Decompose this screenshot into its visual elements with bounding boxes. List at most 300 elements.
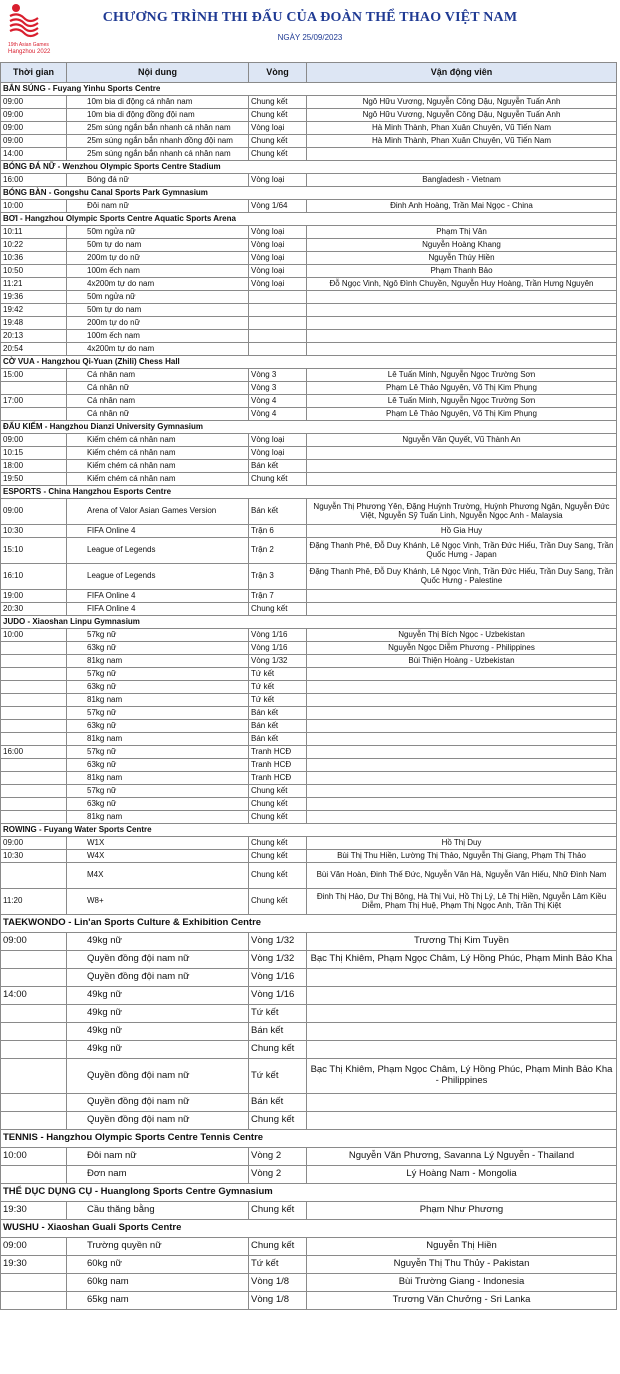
col-header-athletes: Vận động viên [307, 63, 617, 83]
athletes-cell [307, 1005, 617, 1023]
time-cell [1, 798, 67, 811]
round-cell: Vòng 1/32 [249, 933, 307, 951]
table-row [1, 265, 617, 278]
athletes-cell: Nguyễn Thúy Hiền [307, 252, 617, 265]
table-row [1, 122, 617, 135]
table-row [1, 525, 617, 538]
event-cell: 57kg nữ [67, 668, 249, 681]
time-cell: 19:30 [1, 1202, 67, 1220]
event-cell: Quyền đồng đội nam nữ [67, 1059, 249, 1094]
athletes-cell: Nguyễn Thị Hiền [307, 1238, 617, 1256]
round-cell: Bán kết [249, 1023, 307, 1041]
athletes-cell: Hồ Thị Duy [307, 837, 617, 850]
table-row [1, 772, 617, 785]
time-cell [1, 1112, 67, 1130]
table-row [1, 226, 617, 239]
table-row [1, 278, 617, 291]
section-header-row [1, 1220, 617, 1238]
table-row [1, 135, 617, 148]
table-row [1, 720, 617, 733]
table-row [1, 629, 617, 642]
athletes-cell [307, 317, 617, 330]
table-row [1, 811, 617, 824]
event-cell: Cá nhân nữ [67, 382, 249, 395]
event-cell: W4X [67, 850, 249, 863]
section-header-row [1, 915, 617, 933]
round-cell: Vòng loại [249, 434, 307, 447]
athletes-cell: Ngô Hữu Vương, Nguyễn Công Dậu, Nguyễn Tuấn Anh [307, 96, 617, 109]
table-row [1, 460, 617, 473]
event-cell: League of Legends [67, 564, 249, 590]
athletes-cell [307, 343, 617, 356]
time-cell [1, 655, 67, 668]
time-cell: 19:48 [1, 317, 67, 330]
athletes-cell [307, 969, 617, 987]
section-header-row [1, 187, 617, 200]
round-cell: Tứ kết [249, 668, 307, 681]
section-title: BƠI - Hangzhou Olympic Sports Centre Aquatic Sports Arena [1, 213, 617, 226]
time-cell: 18:00 [1, 460, 67, 473]
event-cell: 57kg nữ [67, 707, 249, 720]
time-cell: 10:36 [1, 252, 67, 265]
table-row [1, 987, 617, 1005]
time-cell [1, 382, 67, 395]
time-cell [1, 969, 67, 987]
section-title: ESPORTS - China Hangzhou Esports Centre [1, 486, 617, 499]
athletes-cell: Bạc Thị Khiêm, Phạm Ngọc Châm, Lý Hồng Phúc, Phạm Minh Bảo Kha [307, 951, 617, 969]
section-header-row [1, 161, 617, 174]
time-cell: 11:20 [1, 889, 67, 915]
time-cell [1, 1059, 67, 1094]
round-cell: Vòng loại [249, 239, 307, 252]
round-cell [249, 343, 307, 356]
event-cell: 49kg nữ [67, 1005, 249, 1023]
time-cell [1, 668, 67, 681]
athletes-cell: Lê Tuấn Minh, Nguyễn Ngọc Trường Sơn [307, 369, 617, 382]
table-row [1, 330, 617, 343]
athletes-cell [307, 1112, 617, 1130]
time-cell: 19:50 [1, 473, 67, 486]
time-cell [1, 1005, 67, 1023]
table-row [1, 694, 617, 707]
round-cell: Tranh HCĐ [249, 772, 307, 785]
round-cell: Tứ kết [249, 1005, 307, 1023]
round-cell: Tứ kết [249, 681, 307, 694]
round-cell [249, 330, 307, 343]
event-cell: Quyền đồng đội nam nữ [67, 1112, 249, 1130]
round-cell: Chung kết [249, 889, 307, 915]
event-cell: 63kg nữ [67, 681, 249, 694]
time-cell: 16:00 [1, 746, 67, 759]
round-cell: Vòng loại [249, 278, 307, 291]
round-cell: Chung kết [249, 96, 307, 109]
athletes-cell: Nguyễn Thị Phương Yên, Đặng Huỳnh Trường, Huỳnh Phương Ngân, Nguyễn Đức Việt, Nguyễn Sỹ Tuấn Linh, Nguyễn Ngọc Anh - Malaysia [307, 499, 617, 525]
svg-text:Hangzhou 2022: Hangzhou 2022 [8, 49, 51, 55]
time-cell: 19:30 [1, 1256, 67, 1274]
time-cell: 09:00 [1, 1238, 67, 1256]
event-cell: 81kg nam [67, 811, 249, 824]
athletes-cell: Bùi Văn Hoàn, Đinh Thế Đức, Nguyễn Văn Hà, Nguyễn Văn Hiếu, Nhữ Đình Nam [307, 863, 617, 889]
round-cell: Vòng 1/32 [249, 951, 307, 969]
athletes-cell: Bùi Thiện Hoàng - Uzbekistan [307, 655, 617, 668]
time-cell: 09:00 [1, 837, 67, 850]
round-cell: Bán kết [249, 707, 307, 720]
table-row [1, 668, 617, 681]
section-header-row [1, 824, 617, 837]
round-cell: Chung kết [249, 109, 307, 122]
table-row [1, 317, 617, 330]
round-cell: Vòng 1/64 [249, 200, 307, 213]
section-header-row [1, 356, 617, 369]
athletes-cell [307, 603, 617, 616]
table-row [1, 785, 617, 798]
athletes-cell: Phạm Thị Vân [307, 226, 617, 239]
section-header-row [1, 83, 617, 96]
time-cell: 09:00 [1, 96, 67, 109]
event-cell: 50m ngửa nữ [67, 291, 249, 304]
table-row [1, 538, 617, 564]
table-row [1, 1041, 617, 1059]
time-cell: 19:00 [1, 590, 67, 603]
table-row [1, 564, 617, 590]
time-cell [1, 951, 67, 969]
table-row [1, 603, 617, 616]
athletes-cell: Đinh Thị Hảo, Dư Thị Bông, Hà Thị Vui, Hồ Thị Lý, Lê Thị Hiền, Nguyễn Lâm Kiều Diễm, Phạm Thị Huệ, Phạm Thị Ngọc Anh, Trần Thị Kiệt [307, 889, 617, 915]
round-cell: Tứ kết [249, 1059, 307, 1094]
time-cell [1, 707, 67, 720]
table-row [1, 1148, 617, 1166]
round-cell: Chung kết [249, 135, 307, 148]
round-cell: Vòng loại [249, 122, 307, 135]
table-row [1, 759, 617, 772]
time-cell: 10:00 [1, 1148, 67, 1166]
round-cell: Chung kết [249, 837, 307, 850]
athletes-cell: Hà Minh Thành, Phan Xuân Chuyên, Vũ Tiến Nam [307, 122, 617, 135]
event-cell: 65kg nam [67, 1292, 249, 1310]
svg-text:19th Asian Games: 19th Asian Games [8, 42, 49, 48]
event-cell: 100m ếch nam [67, 330, 249, 343]
event-cell: 25m súng ngắn bắn nhanh đồng đội nam [67, 135, 249, 148]
time-cell: 16:00 [1, 174, 67, 187]
table-row [1, 863, 617, 889]
time-cell [1, 694, 67, 707]
round-cell: Vòng 1/16 [249, 987, 307, 1005]
event-cell: 10m bia di động cá nhân nam [67, 96, 249, 109]
table-row [1, 1166, 617, 1184]
round-cell: Chung kết [249, 603, 307, 616]
section-header-row [1, 213, 617, 226]
time-cell [1, 1094, 67, 1112]
table-row [1, 707, 617, 720]
time-cell [1, 811, 67, 824]
event-cell: 63kg nữ [67, 759, 249, 772]
time-cell: 09:00 [1, 109, 67, 122]
table-row [1, 837, 617, 850]
athletes-cell: Đặng Thanh Phê, Đỗ Duy Khánh, Lê Ngọc Vinh, Trần Đức Hiếu, Trần Duy Sang, Trần Quốc Hưng - Palestine [307, 564, 617, 590]
table-row [1, 304, 617, 317]
table-row [1, 746, 617, 759]
table-row [1, 200, 617, 213]
time-cell [1, 772, 67, 785]
time-cell: 09:00 [1, 499, 67, 525]
round-cell: Tranh HCĐ [249, 746, 307, 759]
section-title: BẮN SÚNG - Fuyang Yinhu Sports Centre [1, 83, 617, 96]
athletes-cell [307, 1094, 617, 1112]
round-cell: Chung kết [249, 1202, 307, 1220]
event-cell: 81kg nam [67, 655, 249, 668]
event-cell: Trường quyền nữ [67, 1238, 249, 1256]
athletes-cell: Lý Hoàng Nam - Mongolia [307, 1166, 617, 1184]
table-row [1, 382, 617, 395]
event-cell: 50m tự do nam [67, 304, 249, 317]
event-cell: 57kg nữ [67, 785, 249, 798]
round-cell: Bán kết [249, 460, 307, 473]
time-cell [1, 681, 67, 694]
time-cell [1, 759, 67, 772]
athletes-cell [307, 785, 617, 798]
athletes-cell: Bạc Thị Khiêm, Phạm Ngọc Châm, Lý Hồng Phúc, Phạm Minh Bảo Kha - Philippines [307, 1059, 617, 1094]
time-cell: 10:30 [1, 525, 67, 538]
event-cell: 49kg nữ [67, 933, 249, 951]
event-cell: 50m tự do nam [67, 239, 249, 252]
time-cell: 10:50 [1, 265, 67, 278]
athletes-cell [307, 291, 617, 304]
table-row [1, 499, 617, 525]
round-cell: Chung kết [249, 473, 307, 486]
table-row [1, 369, 617, 382]
round-cell: Vòng loại [249, 174, 307, 187]
round-cell: Tứ kết [249, 1256, 307, 1274]
athletes-cell: Ngô Hữu Vương, Nguyễn Công Dậu, Nguyễn Tuấn Anh [307, 109, 617, 122]
round-cell: Trận 3 [249, 564, 307, 590]
athletes-cell: Phạm Thanh Bảo [307, 265, 617, 278]
athletes-cell: Phạm Như Phương [307, 1202, 617, 1220]
table-row [1, 1274, 617, 1292]
round-cell: Chung kết [249, 1112, 307, 1130]
round-cell: Chung kết [249, 850, 307, 863]
col-header-round: Vòng [249, 63, 307, 83]
round-cell: Bán kết [249, 720, 307, 733]
event-cell: Quyền đồng đội nam nữ [67, 1094, 249, 1112]
time-cell: 19:42 [1, 304, 67, 317]
section-header-row [1, 616, 617, 629]
time-cell: 15:00 [1, 369, 67, 382]
round-cell: Tứ kết [249, 694, 307, 707]
event-cell: W8+ [67, 889, 249, 915]
section-title: BÓNG ĐÁ NỮ - Wenzhou Olympic Sports Centre Stadium [1, 161, 617, 174]
athletes-cell [307, 148, 617, 161]
event-cell: Kiếm chém cá nhân nam [67, 447, 249, 460]
event-cell: Kiếm chém cá nhân nam [67, 460, 249, 473]
event-cell: 57kg nữ [67, 629, 249, 642]
table-row [1, 447, 617, 460]
round-cell: Vòng 1/16 [249, 969, 307, 987]
athletes-cell [307, 694, 617, 707]
section-title: WUSHU - Xiaoshan Guali Sports Centre [1, 1220, 617, 1238]
athletes-cell [307, 733, 617, 746]
event-cell: 4x200m tự do nam [67, 278, 249, 291]
event-cell: Kiếm chém cá nhân nam [67, 434, 249, 447]
time-cell [1, 733, 67, 746]
event-cell: 25m súng ngắn bắn nhanh cá nhân nam [67, 148, 249, 161]
athletes-cell: Đinh Anh Hoàng, Trần Mai Ngọc - China [307, 200, 617, 213]
time-cell: 19:36 [1, 291, 67, 304]
event-cell: 49kg nữ [67, 1041, 249, 1059]
time-cell: 10:00 [1, 629, 67, 642]
event-cell: 57kg nữ [67, 746, 249, 759]
round-cell: Trận 2 [249, 538, 307, 564]
event-cell: Cầu thăng bằng [67, 1202, 249, 1220]
event-cell: 63kg nữ [67, 798, 249, 811]
time-cell: 11:21 [1, 278, 67, 291]
event-cell: 4x200m tự do nam [67, 343, 249, 356]
round-cell: Vòng 4 [249, 395, 307, 408]
time-cell [1, 408, 67, 421]
table-row [1, 1005, 617, 1023]
round-cell: Vòng loại [249, 265, 307, 278]
round-cell: Vòng 1/32 [249, 655, 307, 668]
event-cell: Cá nhân nam [67, 369, 249, 382]
table-row [1, 434, 617, 447]
time-cell: 20:13 [1, 330, 67, 343]
time-cell [1, 1292, 67, 1310]
table-row [1, 1256, 617, 1274]
table-row [1, 1202, 617, 1220]
athletes-cell [307, 473, 617, 486]
round-cell: Vòng 1/8 [249, 1274, 307, 1292]
event-cell: 49kg nữ [67, 987, 249, 1005]
athletes-cell: Nguyễn Thị Bích Ngọc - Uzbekistan [307, 629, 617, 642]
athletes-cell [307, 1023, 617, 1041]
round-cell [249, 291, 307, 304]
event-cell: Đôi nam nữ [67, 1148, 249, 1166]
event-cell: Arena of Valor Asian Games Version [67, 499, 249, 525]
event-cell: FIFA Online 4 [67, 525, 249, 538]
event-cell: FIFA Online 4 [67, 603, 249, 616]
round-cell: Trận 7 [249, 590, 307, 603]
round-cell: Vòng 2 [249, 1148, 307, 1166]
table-row [1, 148, 617, 161]
table-row [1, 681, 617, 694]
event-cell: Cá nhân nam [67, 395, 249, 408]
table-row [1, 1292, 617, 1310]
time-cell: 09:00 [1, 135, 67, 148]
section-header-row [1, 1184, 617, 1202]
table-row [1, 473, 617, 486]
round-cell: Vòng 4 [249, 408, 307, 421]
time-cell [1, 1166, 67, 1184]
event-cell: 50m ngửa nữ [67, 226, 249, 239]
event-cell: Quyền đồng đội nam nữ [67, 969, 249, 987]
table-row [1, 239, 617, 252]
schedule-table [0, 62, 617, 1310]
round-cell [249, 317, 307, 330]
athletes-cell [307, 681, 617, 694]
event-cell: Đơn nam [67, 1166, 249, 1184]
time-cell: 20:30 [1, 603, 67, 616]
time-cell: 16:10 [1, 564, 67, 590]
athletes-cell: Nguyễn Hoàng Khang [307, 239, 617, 252]
section-title: TAEKWONDO - Lin'an Sports Culture & Exhibition Centre [1, 915, 617, 933]
event-cell: Quyền đồng đội nam nữ [67, 951, 249, 969]
event-cell: 63kg nữ [67, 642, 249, 655]
section-header-row [1, 486, 617, 499]
athletes-cell: Hồ Gia Huy [307, 525, 617, 538]
page-date: NGÀY 25/09/2023 [277, 33, 343, 42]
table-row [1, 1112, 617, 1130]
col-header-time: Thời gian [1, 63, 67, 83]
athletes-cell [307, 798, 617, 811]
athletes-cell: Nguyễn Văn Phương, Savanna Lý Nguyễn - Thailand [307, 1148, 617, 1166]
table-row [1, 798, 617, 811]
section-title: ĐẤU KIẾM - Hangzhou Dianzi University Gymnasium [1, 421, 617, 434]
time-cell [1, 720, 67, 733]
athletes-cell: Bangladesh - Vietnam [307, 174, 617, 187]
athletes-cell: Nguyễn Ngọc Diễm Phương - Philippines [307, 642, 617, 655]
table-row [1, 408, 617, 421]
athletes-cell: Trương Thị Kim Tuyền [307, 933, 617, 951]
table-row [1, 969, 617, 987]
section-header-row [1, 1130, 617, 1148]
round-cell: Trận 6 [249, 525, 307, 538]
event-cell: Kiếm chém cá nhân nam [67, 473, 249, 486]
round-cell: Chung kết [249, 811, 307, 824]
athletes-cell [307, 707, 617, 720]
athletes-cell [307, 811, 617, 824]
event-cell: 60kg nữ [67, 1256, 249, 1274]
event-cell: 200m tự do nữ [67, 317, 249, 330]
table-row [1, 96, 617, 109]
table-row [1, 1094, 617, 1112]
table-row [1, 655, 617, 668]
athletes-cell [307, 668, 617, 681]
event-cell: 81kg nam [67, 694, 249, 707]
table-row [1, 933, 617, 951]
event-cell: 49kg nữ [67, 1023, 249, 1041]
time-cell: 15:10 [1, 538, 67, 564]
section-title: THỂ DỤC DỤNG CỤ - Huanglong Sports Centre Gymnasium [1, 1184, 617, 1202]
section-title: JUDO - Xiaoshan Linpu Gymnasium [1, 616, 617, 629]
round-cell [249, 304, 307, 317]
table-row [1, 252, 617, 265]
athletes-cell [307, 720, 617, 733]
table-row [1, 889, 617, 915]
time-cell: 14:00 [1, 148, 67, 161]
table-row [1, 642, 617, 655]
event-cell: 63kg nữ [67, 720, 249, 733]
time-cell: 17:00 [1, 395, 67, 408]
athletes-cell: Đỗ Ngọc Vinh, Ngô Đình Chuyền, Nguyễn Huy Hoàng, Trần Hưng Nguyên [307, 278, 617, 291]
time-cell [1, 785, 67, 798]
col-header-content: Nội dung [67, 63, 249, 83]
table-row [1, 174, 617, 187]
table-row [1, 1023, 617, 1041]
round-cell: Vòng loại [249, 252, 307, 265]
time-cell: 10:30 [1, 850, 67, 863]
time-cell [1, 1274, 67, 1292]
athletes-cell [307, 772, 617, 785]
section-header-row [1, 421, 617, 434]
event-cell: W1X [67, 837, 249, 850]
round-cell: Bán kết [249, 499, 307, 525]
time-cell: 10:15 [1, 447, 67, 460]
round-cell: Chung kết [249, 863, 307, 889]
time-cell [1, 642, 67, 655]
athletes-cell: Lê Tuấn Minh, Nguyễn Ngọc Trường Sơn [307, 395, 617, 408]
athletes-cell: Bùi Thị Thu Hiền, Lường Thị Thảo, Nguyễn Thị Giang, Phạm Thị Thảo [307, 850, 617, 863]
round-cell: Tranh HCĐ [249, 759, 307, 772]
table-row [1, 850, 617, 863]
